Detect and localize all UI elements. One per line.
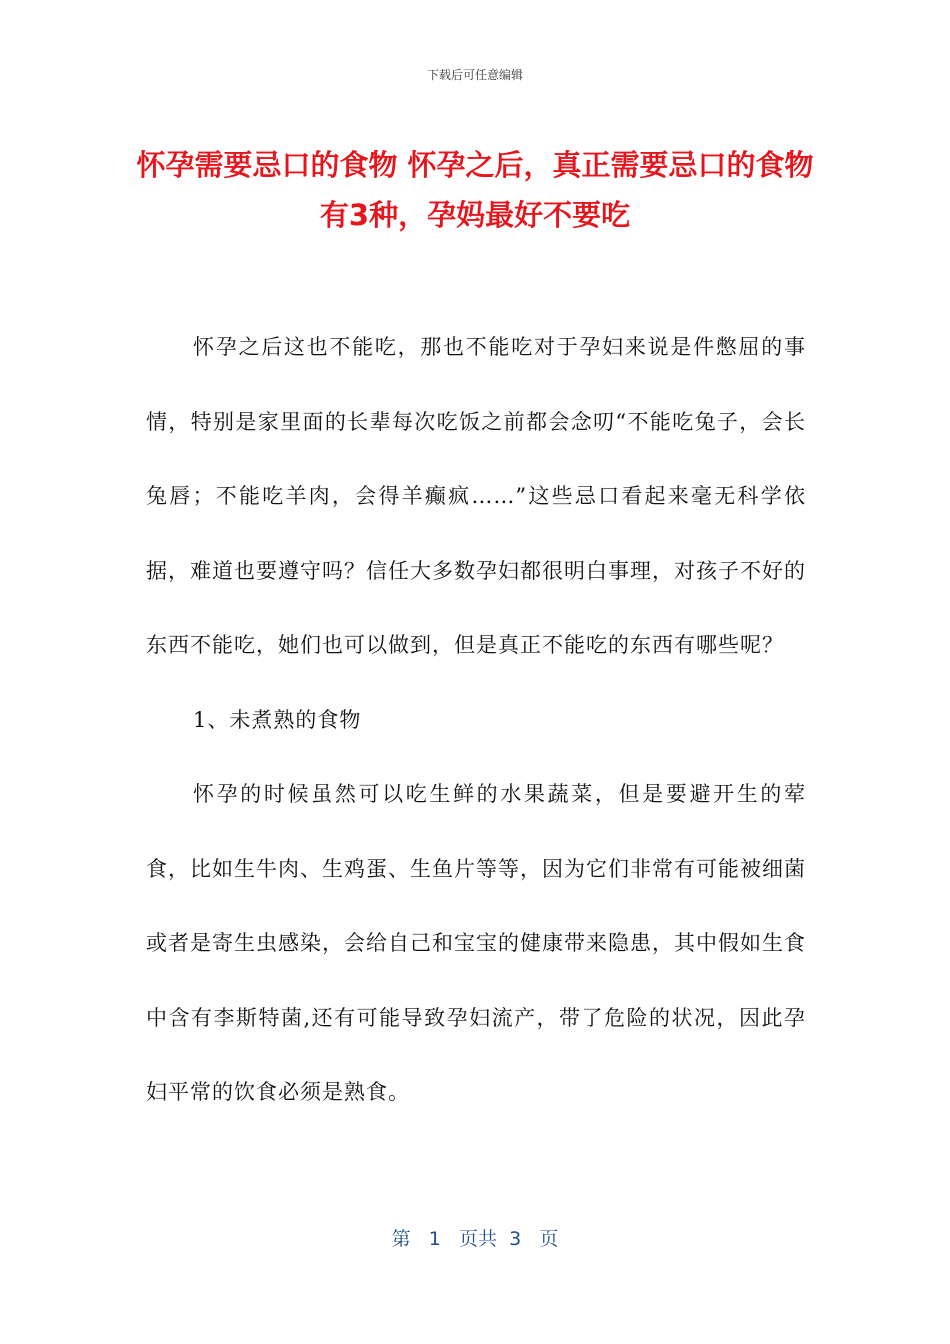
- page-header: 下载后可任意编辑: [426, 68, 523, 82]
- document-body: [146, 310, 806, 1130]
- footer-suffix: 页: [539, 1228, 559, 1250]
- paragraph-raw-food: 怀孕的时候虽然可以吃生鲜的水果蔬菜，但是要避开生的荤食，比如生牛肉、生鸡蛋、生鱼片等等，因为它们非常有可能被细菌或者是寄生虫感染，会给自己和宝宝的健康带来隐患，其中假如生食中含有李斯特菌,还有可能导致孕妇流产，带了危险的状况，因此孕妇平常的饮食必须是熟食。: [146, 782, 806, 1104]
- footer-total-pages: 3: [509, 1228, 522, 1250]
- footer-middle: 页共: [459, 1228, 498, 1250]
- paragraph-intro: 怀孕之后这也不能吃，那也不能吃对于孕妇来说是件憋屈的事情，特别是家里面的长辈每次吃饭之前都会念叨“不能吃兔子，会长兔唇；不能吃羊肉，会得羊癫疯……”这些忌口看起来毫无科学依据，难道也要遵守吗？信任大多数孕妇都很明白事理，对孩子不好的东西不能吃，她们也可以做到，但是真正不能吃的东西有哪些呢？: [146, 335, 806, 657]
- document-title: 怀孕需要忌口的食物 怀孕之后，真正需要忌口的食物有3种，孕妈最好不要吃: [136, 148, 814, 232]
- footer-prefix: 第: [391, 1228, 411, 1250]
- footer-current-page: 1: [428, 1228, 441, 1250]
- page-footer: [0, 1224, 950, 1251]
- paragraph-heading-1: 1、未煮熟的食物: [193, 707, 362, 732]
